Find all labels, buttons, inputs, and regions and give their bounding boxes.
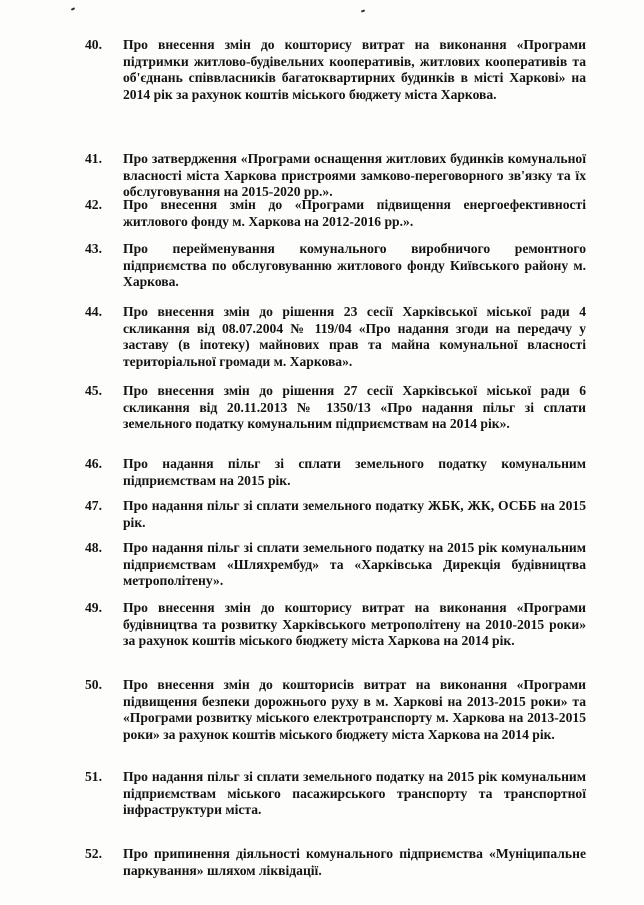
- item-text: Про надання пільг зі сплати земельного податку на 2015 рік комунальним підприємствам міського пасажирського транспорту та транспортної інфраструктури міста.: [123, 769, 586, 818]
- agenda-item-44: [85, 304, 586, 370]
- item-number: 44.: [85, 304, 102, 319]
- item-number: 48.: [85, 540, 102, 555]
- agenda-item-43: [85, 241, 586, 291]
- item-text: Про надання пільг зі сплати земельного податку комунальним підприємствам на 2015 рік.: [123, 456, 586, 488]
- item-text: Про внесення змін до «Програми підвищення енергоефективності житлового фонду м. Харкова на 2012-2016 рр.».: [123, 197, 586, 229]
- agenda-item-48: [85, 540, 586, 590]
- agenda-item-40: [85, 37, 586, 103]
- scan-speck: [361, 9, 365, 12]
- scan-speck: [71, 7, 75, 11]
- item-text: Про внесення змін до кошторису витрат на виконання «Програми підтримки житлово-будівельних кооперативів, житлових кооперативів та об'єднань співвласників багатоквартирних будинків в місті Харкові» на 2014 рік за рахунок коштів міського бюджету міста Харкова.: [123, 37, 586, 102]
- item-number: 47.: [85, 498, 102, 513]
- item-number: 43.: [85, 241, 102, 256]
- item-number: 41.: [85, 151, 102, 166]
- agenda-item-49: [85, 600, 586, 650]
- agenda-item-46: [85, 456, 586, 489]
- agenda-item-45: [85, 383, 586, 433]
- item-text: Про перейменування комунального виробничого ремонтного підприємства по обслуговуванню житлового фонду Київського району м. Харкова.: [123, 241, 586, 290]
- item-number: 50.: [85, 677, 102, 692]
- item-number: 49.: [85, 600, 102, 615]
- agenda-item-50: [85, 677, 586, 743]
- item-number: 42.: [85, 197, 102, 212]
- agenda-item-42: [85, 197, 586, 230]
- agenda-item-52: [85, 846, 586, 879]
- agenda-item-47: [85, 498, 586, 531]
- item-text: Про припинення діяльності комунального підприємства «Муніципальне паркування» шляхом ліквідації.: [123, 846, 586, 878]
- item-text: Про надання пільг зі сплати земельного податку ЖБК, ЖК, ОСББ на 2015 рік.: [123, 498, 586, 530]
- item-text: Про надання пільг зі сплати земельного податку на 2015 рік комунальним підприємствам «Шляхрембуд» та «Харківська Дирекція будівництва метрополітену».: [123, 540, 586, 589]
- item-text: Про внесення змін до кошторисів витрат на виконання «Програми підвищення безпеки дорожнього руху в м. Харкові на 2013-2015 роки» та «Програми розвитку міського електротранспорту м. Харкова на 2013-2015 роки» за рахунок коштів міського бюджету міста Харкова на 2014 рік.: [123, 677, 586, 742]
- item-number: 51.: [85, 769, 102, 784]
- item-text: Про внесення змін до рішення 27 сесії Харківської міської ради 6 скликання від 20.11.2013 № 1350/13 «Про надання пільг зі сплати земельного податку комунальним підприємствам на 2014 рік».: [123, 383, 586, 432]
- item-number: 52.: [85, 846, 102, 861]
- item-number: 45.: [85, 383, 102, 398]
- item-text: Про затвердження «Програми оснащення житлових будинків комунальної власності міста Харкова пристроями замково-переговорного зв'язку та їх обслуговування на 2015-2020 рр.».: [123, 151, 586, 200]
- item-number: 40.: [85, 37, 102, 52]
- item-number: 46.: [85, 456, 102, 471]
- item-text: Про внесення змін до кошторису витрат на виконання «Програми будівництва та розвитку Харківського метрополітену на 2010-2015 роки» за рахунок коштів міського бюджету міста Харкова на 2014 рік.: [123, 600, 586, 649]
- item-text: Про внесення змін до рішення 23 сесії Харківської міської ради 4 скликання від 08.07.2004 № 119/04 «Про надання згоди на передачу у заставу (в іпотеку) майнових прав та майна комунальної власності територіальної громади м. Харкова».: [123, 304, 586, 369]
- agenda-item-51: [85, 769, 586, 819]
- agenda-item-41: [85, 151, 586, 201]
